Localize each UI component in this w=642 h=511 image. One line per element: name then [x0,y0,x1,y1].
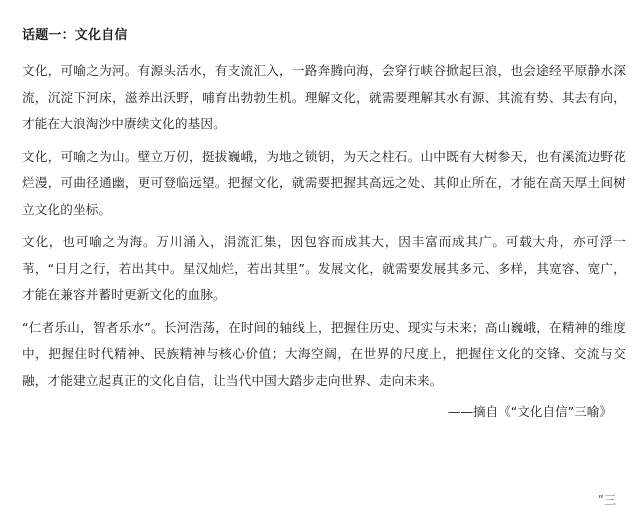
document-page [22,26,626,424]
source-citation: ——摘自《“文化自信”三喻》 [447,404,612,419]
paragraph-river: 文化，可喻之为河。有源头活水，有支流汇入，一路奔腾向海，会穿行峡谷掀起巨浪，也会途经平原静水深流，沉淀下河床，滋养出沃野，哺育出勃勃生机。理解文化，就需要理解其水有源、其流有势、其去有向，才能在大浪淘沙中赓续文化的基因。 [22,63,626,131]
paragraph-sea: 文化，也可喻之为海。万川涌入，涓流汇集，因包容而成其大，因丰富而成其广。可载大舟，亦可浮一苇，“日月之行，若出其中。星汉灿烂，若出其里”。发展文化，就需要发展其多元、多样，其宽容、宽广，才能在兼容并蓄时更新文化的血脉。 [22,234,626,302]
paragraph-mountain: 文化，可喻之为山。壁立万仞，挺拔巍峨，为地之锁钥，为天之柱石。山中既有大树参天，也有溪流边野花烂漫，可曲径通幽，更可登临远望。把握文化，就需要把握其高远之处、其仰止所在，才能在高天厚土间树立文化的坐标。 [22,148,626,217]
topic-heading: 话题一：文化自信 [22,28,128,43]
corner-fragment-text: ”三 [597,493,616,507]
paragraph-conclusion: “仁者乐山，智者乐水”。长河浩荡，在时间的轴线上，把握住历史、现实与未来；高山巍峨，在精神的维度中，把握住时代精神、民族精神与核心价值；大海空阔，在世界的尺度上，把握住文化的交锋、交流与交融，才能建立起真正的文化自信，让当代中国大踏步走向世界、走向未来。 [22,319,626,388]
